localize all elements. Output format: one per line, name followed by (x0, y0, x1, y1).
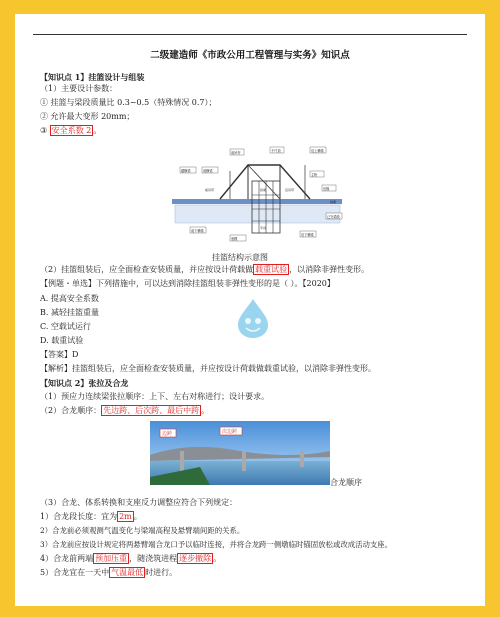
basket-figure-caption: 挂篮结构示意图 (212, 253, 268, 262)
fig-label: 千斤顶 (271, 149, 281, 153)
fig-label: 纵梁 (260, 188, 267, 192)
fig-label: 端横梁 (181, 169, 191, 173)
basket-base (175, 205, 340, 223)
fig-label: 前横梁 (203, 169, 213, 173)
fig-label: 前吊杆 (231, 151, 241, 155)
kp1-param-1: ① 挂篮与梁段质量比 0.3~0.5（特殊情况 0.7）； (40, 98, 217, 107)
fig-label: 前下横梁 (191, 229, 204, 233)
rule-4-middle: ，随浇筑进程 (129, 554, 178, 563)
rule-4 (40, 554, 221, 564)
closure-order-highlight: 先边跨、后次跨、最后中跨 (103, 406, 200, 415)
kp2-closure-prefix: （2）合龙顺序： (40, 406, 102, 415)
rule-1-prefix: 1）合龙段长度：宜为 (40, 512, 118, 521)
photo-tag-secondary-span: 次边跨 (222, 429, 238, 435)
option-a: A. 提高安全系数 (40, 294, 99, 303)
kp1-assembly-note (40, 265, 369, 275)
fig-label: 后上横梁 (311, 149, 324, 153)
preload-highlight: 预加压重 (95, 554, 128, 563)
kp1-param-3-suffix: 。 (93, 126, 102, 135)
kp2-heading: 【知识点 2】张拉及合龙 (40, 378, 129, 388)
kp2-tension-order: （1）预应力连续梁张拉顺序：上下、左右对称进行；设计要求。 (40, 392, 270, 401)
kp1-param-3-prefix: ③ (40, 126, 50, 135)
rule-5-suffix: 时进行。 (145, 568, 178, 577)
main-truss (220, 165, 310, 199)
gradual-removal-highlight: 逐步撤除 (179, 554, 212, 563)
kp1-params-label: （1）主要设计参数： (40, 84, 118, 93)
kp1-param-2: ② 允许最大变形 20mm； (40, 112, 135, 121)
fig-label: 后锚 (323, 187, 330, 191)
fig-label: 纵梁 (330, 200, 337, 204)
rule-4-prefix: 4）合龙前两端 (40, 554, 94, 563)
kp1-param-3 (40, 126, 101, 136)
hanging-basket-diagram (160, 143, 350, 249)
rule-1-suffix: 。 (133, 512, 142, 521)
answer: 【答案】D (40, 350, 79, 359)
fig-label: 前吊带 (205, 188, 215, 192)
fig-label: 主桁 (311, 173, 318, 177)
kp2-closure-suffix: 。 (201, 406, 210, 415)
closure-length-highlight: 2m (119, 512, 132, 521)
option-b: B. 减轻挂篮重量 (40, 308, 99, 317)
watermark-drop-logo (235, 297, 271, 339)
option-c: C. 空载试运行 (40, 322, 91, 331)
rule-2: 2）合龙前必须观测气温变化与梁端高程及悬臂端间距的关系。 (40, 526, 245, 535)
fig-label: 已完梁段 (327, 215, 340, 219)
kp1-assembly-suffix: ，以消除非弹性变形。 (289, 265, 370, 274)
main-beam (172, 199, 342, 204)
truss-diagonal (248, 165, 280, 199)
analysis: 【解析】挂篮组装后，应全面检查安装质量，并应按设计荷载做载重试验，以消除非弹性变形。 (40, 364, 376, 373)
page-title: 二级建造师《市政公用工程管理与实务》知识点 (150, 50, 350, 61)
closure-photo-caption: 合龙顺序 (330, 478, 362, 487)
fig-label: 后下横梁 (301, 233, 314, 237)
load-test-highlight: 载重试验 (255, 265, 288, 274)
bridge-closure-photo (150, 421, 330, 485)
fig-label: 后吊带 (285, 188, 295, 192)
kp1-assembly-prefix: （2）挂篮组装后，应全面检查安装质量，并应按设计荷载做 (40, 265, 254, 274)
rule-4-suffix: 。 (213, 554, 222, 563)
safety-factor-highlight: 安全系数 2 (51, 126, 92, 135)
rule-1 (40, 512, 142, 522)
header-rule (33, 34, 467, 35)
example-question: 【例题・单选】下列措施中，可以达到消除挂篮组装非弹性变形的是（ ）。【2020】 (40, 279, 335, 288)
photo-tag-side-span: 边跨 (162, 431, 173, 437)
option-d: D. 载重试验 (40, 336, 84, 345)
rule-3: 3）合龙前应按设计规定将两悬臂端合龙口予以临时连接，并将合龙跨一侧墩临时锚固放松或改成活动支座。 (40, 540, 393, 549)
kp2-closure-order (40, 406, 209, 416)
kp1-heading: 【知识点 1】挂篮设计与组装 (40, 72, 145, 82)
fig-label: 平台 (260, 226, 267, 230)
kp2-rules-intro: （3）合龙、体系转换和支座反力调整应符合下列规定： (40, 498, 238, 507)
rule-5 (40, 568, 177, 578)
lowest-temperature-highlight: 气温最低 (111, 568, 144, 577)
fig-label: 底模 (231, 237, 238, 241)
rule-5-prefix: 5）合龙宜在一天中 (40, 568, 110, 577)
